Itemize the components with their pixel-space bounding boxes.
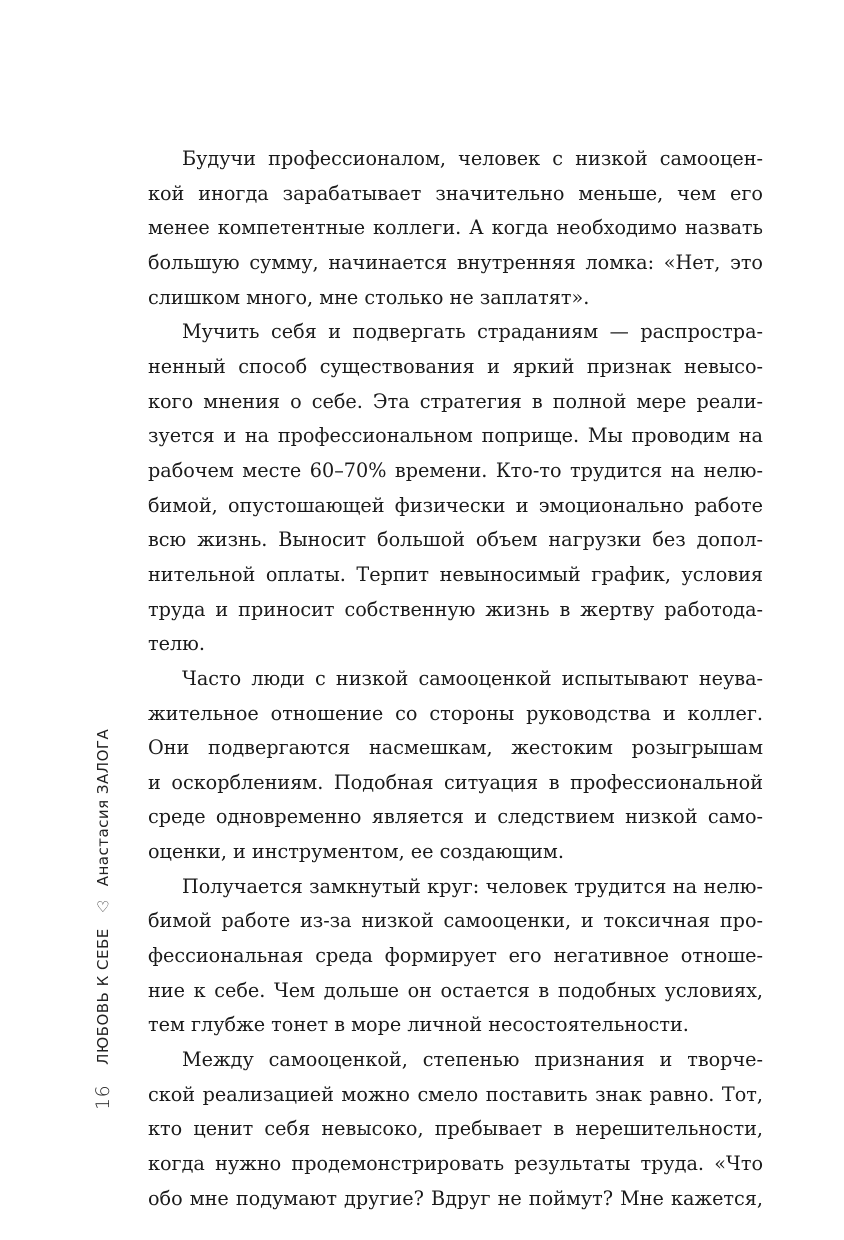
text-line: тем глубже тонет в море личной несостоятельности. bbox=[148, 1013, 689, 1037]
text-line: оценки, и инструментом, ее создающим. bbox=[148, 840, 564, 864]
text-line: телю. bbox=[148, 632, 205, 656]
text-line: кой иногда зарабатывает значительно меньше, чем его bbox=[148, 181, 763, 205]
text-line: Они подвергаются насмешкам, жестоким розыгрышам bbox=[148, 736, 763, 760]
text-line: Мучить себя и подвергать страданиям — распростра- bbox=[182, 320, 763, 344]
heart-icon: ♡ bbox=[96, 898, 110, 917]
text-line: бимой работе из-за низкой самооценки, и токсичная про- bbox=[148, 909, 763, 933]
text-line: нительной оплаты. Терпит невыносимый график, условия bbox=[148, 562, 763, 586]
text-line: слишком много, мне столько не заплатят». bbox=[148, 285, 590, 309]
text-line: всю жизнь. Выносит большой объем нагрузки без допол- bbox=[148, 528, 763, 552]
text-line: Между самооценкой, степенью признания и творче- bbox=[182, 1048, 763, 1072]
text-line: когда нужно продемонстрировать результаты труда. «Что bbox=[148, 1152, 763, 1176]
text-line: большую сумму, начинается внутренняя ломка: «Нет, это bbox=[148, 250, 763, 274]
text-line: Часто люди с низкой самооценкой испытывают неува- bbox=[182, 666, 763, 690]
body-text bbox=[148, 142, 763, 1216]
page-number: 16 bbox=[92, 1084, 114, 1110]
text-line: ненный способ существования и яркий признак невысо- bbox=[148, 354, 763, 378]
text-line: Получается замкнутый круг: человек трудится на нелю- bbox=[182, 874, 763, 898]
text-line: фессиональная среда формирует его негативное отноше- bbox=[148, 944, 763, 968]
text-line: жительное отношение со стороны руководства и коллег. bbox=[148, 701, 763, 725]
text-line: кто ценит себя невысоко, пребывает в нерешительности, bbox=[148, 1117, 763, 1141]
text-line: кого мнения о себе. Эта стратегия в полной мере реали- bbox=[148, 389, 763, 413]
text-line: менее компетентные коллеги. А когда необходимо назвать bbox=[148, 216, 763, 240]
text-line: труда и приносит собственную жизнь в жертву работода- bbox=[148, 597, 763, 621]
text-line: и оскорблениям. Подобная ситуация в профессиональной bbox=[148, 770, 763, 794]
book-title: ЛЮБОВЬ К СЕБЕ bbox=[94, 928, 112, 1065]
text-line: ние к себе. Чем дольше он остается в подобных условиях, bbox=[148, 978, 763, 1002]
text-line: обо мне подумают другие? Вдруг не поймут? Мне кажется, bbox=[148, 1186, 763, 1210]
author-name: Анастасия ЗАЛОГА bbox=[94, 728, 112, 887]
text-line: среде одновременно является и следствием низкой само- bbox=[148, 805, 763, 829]
running-header bbox=[92, 729, 114, 1110]
text-line: Будучи профессионалом, человек с низкой самооцен- bbox=[182, 147, 763, 170]
text-line: зуется и на профессиональном поприще. Мы проводим на bbox=[148, 424, 763, 448]
text-line: ской реализацией можно смело поставить знак равно. Тот, bbox=[148, 1082, 763, 1106]
text-line: рабочем месте 60–70% времени. Кто-то трудится на нелю- bbox=[148, 458, 763, 482]
text-line: бимой, опустошающей физически и эмоционально работе bbox=[148, 493, 763, 517]
